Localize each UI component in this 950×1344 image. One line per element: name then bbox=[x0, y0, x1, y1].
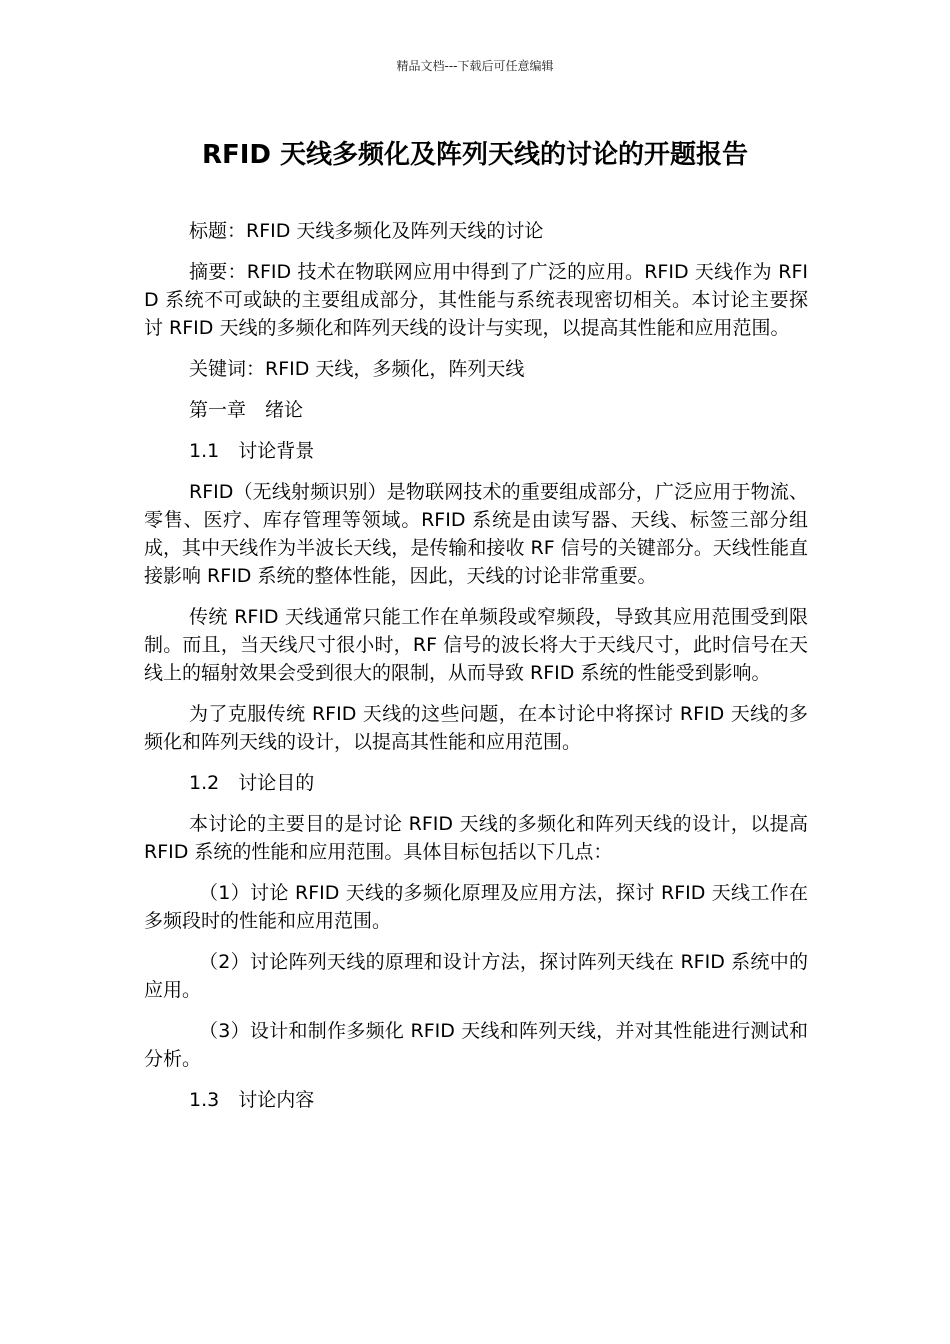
document-body bbox=[144, 217, 808, 1127]
chapter-heading: 第一章 绪论 bbox=[189, 399, 304, 421]
document-title: RFID 天线多频化及阵列天线的讨论的开题报告 bbox=[201, 140, 749, 170]
background-paragraph-3: 为了克服传统 RFID 天线的这些问题，在本讨论中将探讨 RFID 天线的多频化和阵列天线的设计，以提高其性能和应用范围。 bbox=[144, 703, 808, 753]
header-note: 精品文档---下载后可任意编辑 bbox=[396, 59, 554, 73]
background-paragraph-2: 传统 RFID 天线通常只能工作在单频段或窄频段，导致其应用范围受到限制。而且，当天线尺寸很小时，RF 信号的波长将大于天线尺寸，此时信号在天线上的辐射效果会受到很大的限制，从而导致 RFID 系统的性能受到影响。 bbox=[144, 606, 808, 684]
goal-item-3: （3）设计和制作多频化 RFID 天线和阵列天线，并对其性能进行测试和分析。 bbox=[144, 1020, 808, 1070]
goal-item-1: （1）讨论 RFID 天线的多频化原理及应用方法，探讨 RFID 天线工作在多频段时的性能和应用范围。 bbox=[144, 882, 808, 932]
section-heading-1-1: 1.1 讨论背景 bbox=[189, 440, 315, 462]
keywords-line: 关键词：RFID 天线，多频化，阵列天线 bbox=[189, 358, 525, 380]
abstract-paragraph: 摘要：RFID 技术在物联网应用中得到了广泛的应用。RFID 天线作为 RFID 系统不可或缺的主要组成部分，其性能与系统表现密切相关。本讨论主要探讨 RFID 天线的多频化和阵列天线的设计与实现，以提高其性能和应用范围。 bbox=[144, 261, 808, 339]
background-paragraph-1: RFID（无线射频识别）是物联网技术的重要组成部分，广泛应用于物流、零售、医疗、库存管理等领域。RFID 系统是由读写器、天线、标签三部分组成，其中天线作为半波长天线，是传输和接收 RF 信号的关键部分。天线性能直接影响 RFID 系统的整体性能，因此，天线的讨论非常重要。 bbox=[144, 481, 808, 587]
section-heading-1-2: 1.2 讨论目的 bbox=[189, 772, 315, 794]
goal-item-2: （2）讨论阵列天线的原理和设计方法，探讨阵列天线在 RFID 系统中的应用。 bbox=[144, 951, 808, 1001]
purpose-paragraph: 本讨论的主要目的是讨论 RFID 天线的多频化和阵列天线的设计，以提高 RFID 系统的性能和应用范围。具体目标包括以下几点： bbox=[144, 813, 808, 863]
topic-line: 标题：RFID 天线多频化及阵列天线的讨论 bbox=[189, 220, 544, 242]
section-heading-1-3: 1.3 讨论内容 bbox=[189, 1089, 315, 1111]
